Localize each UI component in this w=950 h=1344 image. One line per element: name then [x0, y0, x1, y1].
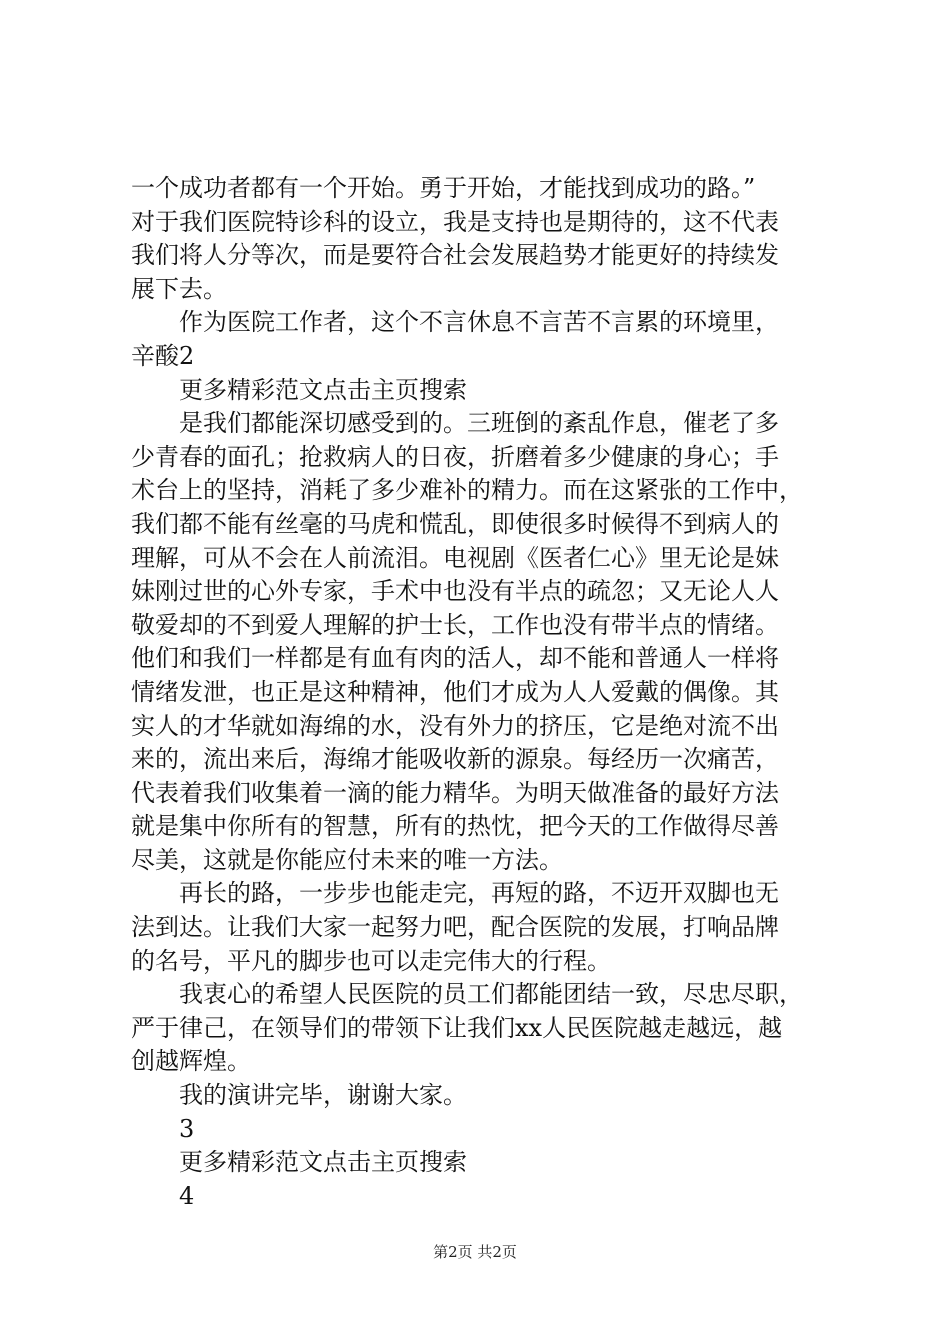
text-line: 尽美，这就是你能应付未来的唯一方法。 — [131, 845, 563, 874]
text-line: 妹刚过世的心外专家，手术中也没有半点的疏忽；又无论人人 — [131, 577, 779, 606]
text-line: 少青春的面孔；抢救病人的日夜，折磨着多少健康的身心；手 — [131, 442, 779, 471]
text-line: 再长的路，一步步也能走完，再短的路，不迈开双脚也无 — [179, 879, 779, 908]
text-line: 代表着我们收集着一滴的能力精华。为明天做准备的最好方法 — [131, 778, 779, 807]
text-line: 情绪发泄，也正是这种精神，他们才成为人人爱戴的偶像。其 — [131, 677, 779, 706]
text-line: 我衷心的希望人民医院的员工们都能团结一致，尽忠尽职， — [179, 980, 803, 1009]
text-line: 创越辉煌。 — [131, 1047, 251, 1076]
promo-line: 更多精彩范文点击主页搜索 — [179, 1148, 467, 1177]
text-line: 我们将人分等次，而是要符合社会发展趋势才能更好的持续发 — [131, 241, 779, 270]
text-line: 实人的才华就如海绵的水，没有外力的挤压，它是绝对流不出 — [131, 711, 779, 740]
text-line: 术台上的坚持，消耗了多少难补的精力。而在这紧张的工作中， — [131, 476, 803, 505]
document-body — [131, 172, 841, 1213]
page-indicator: 第2页 共2页 — [433, 1243, 517, 1261]
text-line: 辛酸2 — [131, 341, 195, 370]
page-number-marker: 3 — [179, 1114, 195, 1143]
text-line: 我的演讲完毕，谢谢大家。 — [179, 1081, 467, 1110]
text-line: 一个成功者都有一个开始。勇于开始，才能找到成功的路。” — [131, 174, 756, 202]
promo-line: 更多精彩范文点击主页搜索 — [179, 375, 467, 404]
text-line: 就是集中你所有的智慧，所有的热忱，把今天的工作做得尽善 — [131, 812, 779, 841]
text-line: 我们都不能有丝毫的马虎和慌乱，即使很多时候得不到病人的 — [131, 509, 779, 538]
text-line: 对于我们医院特诊科的设立，我是支持也是期待的，这不代表 — [131, 207, 779, 236]
text-line: 他们和我们一样都是有血有肉的活人，却不能和普通人一样将 — [131, 644, 779, 673]
text-line: 展下去。 — [131, 274, 227, 303]
text-line: 的名号，平凡的脚步也可以走完伟大的行程。 — [131, 946, 611, 975]
text-line: 严于律己，在领导们的带领下让我们xx人民医院越走越远，越 — [131, 1013, 783, 1042]
text-line: 法到达。让我们大家一起努力吧，配合医院的发展，打响品牌 — [131, 913, 779, 942]
page-footer — [0, 1242, 950, 1262]
text-line: 是我们都能深切感受到的。三班倒的紊乱作息，催老了多 — [179, 409, 779, 438]
text-line: 作为医院工作者，这个不言休息不言苦不言累的环境里， — [179, 308, 779, 337]
text-line: 来的，流出来后，海绵才能吸收新的源泉。每经历一次痛苦， — [131, 745, 779, 774]
page-number-marker: 4 — [179, 1181, 195, 1210]
text-line: 敬爱却的不到爱人理解的护士长，工作也没有带半点的情绪。 — [131, 610, 779, 639]
text-line: 理解，可从不会在人前流泪。电视剧《医者仁心》里无论是妹 — [131, 543, 779, 572]
